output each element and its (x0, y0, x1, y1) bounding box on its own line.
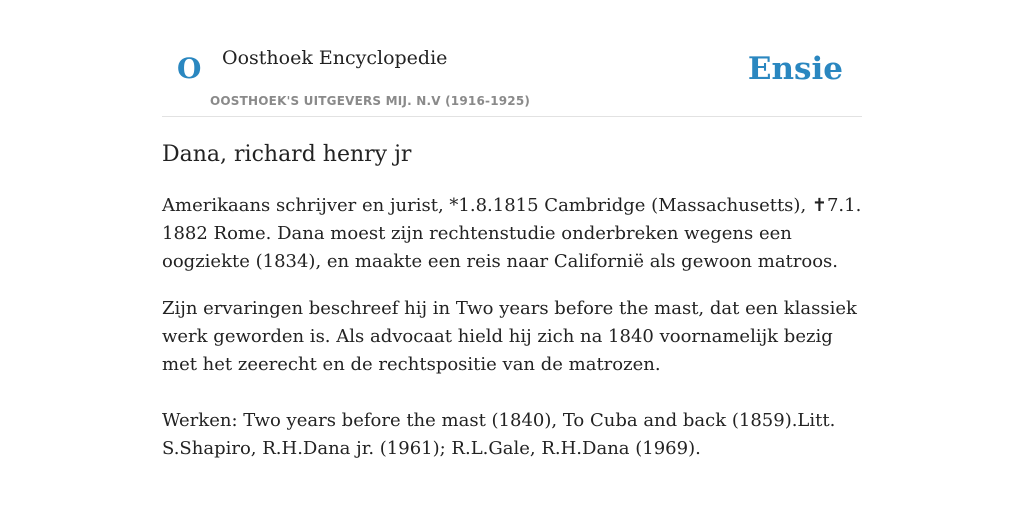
article-paragraph-works: Werken: Two years before the mast (1840), To Cuba and back (1859).Litt. S.Shapiro, R.H.Dana jr. (1961); R.L.Gale, R.H.Dana (1969). (162, 410, 836, 459)
article-paragraph-1: Amerikaans schrijver en jurist, *1.8.1815 Cambridge (Massachusetts), ✝7.1. 1882 Rome. Dana moest zijn rechtenstudie onderbreken wegens een oogziekte (1834), en maakte een reis naar Californië als gewoon matroos. (162, 195, 862, 272)
article-paragraph-2: Zijn ervaringen beschreef hij in Two years before the mast, dat een klassiek werk geworden is. Als advocaat hield hij zich na 1840 voornamelijk bezig met het zeerecht en de rechtspositie van de matrozen. (162, 298, 857, 375)
source-title[interactable]: Oosthoek Encyclopedie (222, 47, 448, 69)
source-logo-icon[interactable]: O (177, 52, 202, 85)
brand-logo[interactable]: Ensie (747, 51, 843, 87)
entry-title: Dana, richard henry jr (162, 142, 412, 167)
source-subtitle: OOSTHOEK'S UITGEVERS MIJ. N.V (1916-1925) (210, 94, 531, 108)
site-header (162, 0, 862, 117)
